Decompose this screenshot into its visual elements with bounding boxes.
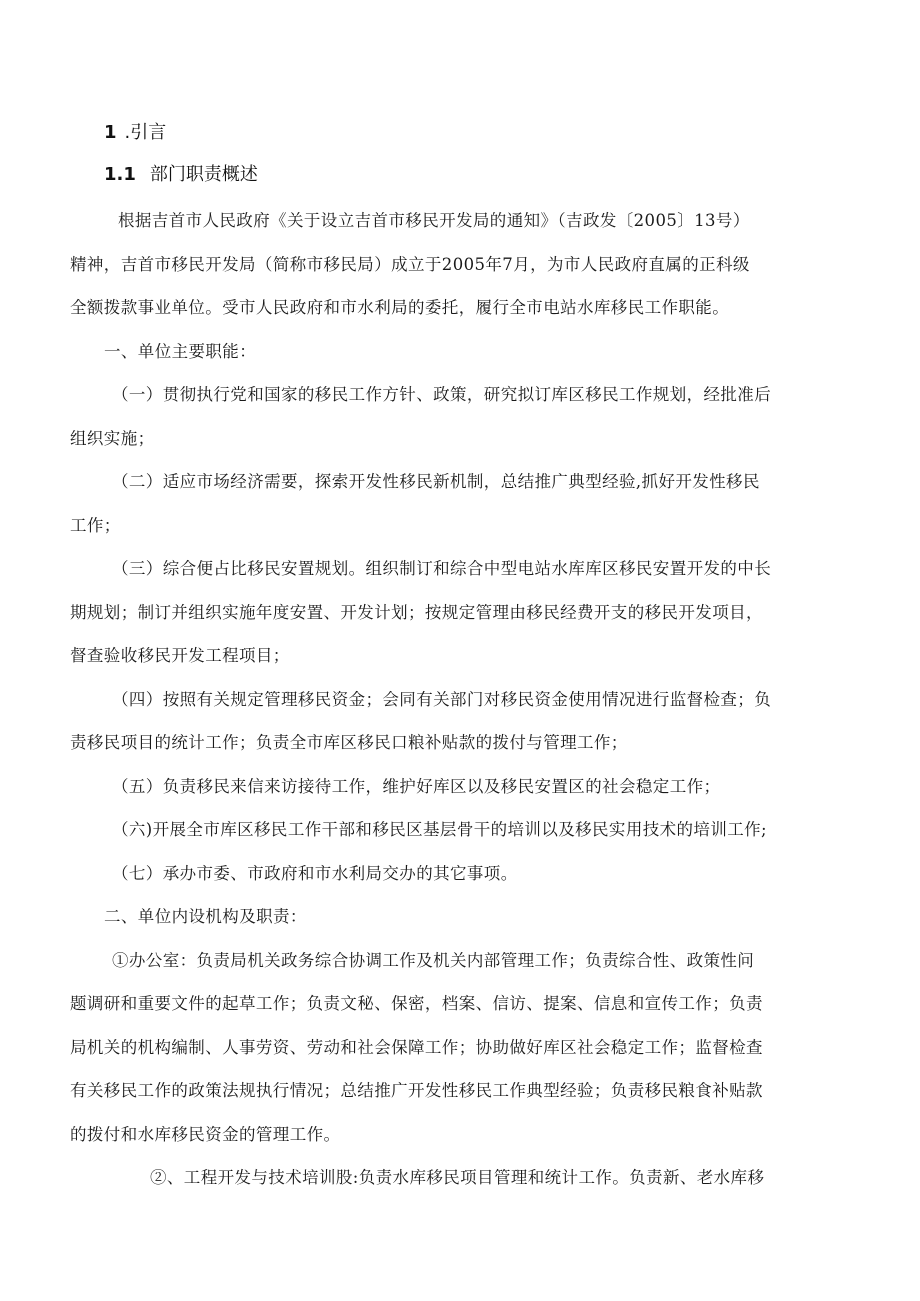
function-item-2-line-2: 工作； [70, 516, 121, 535]
function-item-7: （七）承办市委、市政府和市水利局交办的其它事项。 [112, 864, 518, 883]
function-item-4-line-1: （四）按照有关规定管理移民资金；会同有关部门对移民资金使用情况进行监督检查；负 [112, 690, 772, 709]
subsection-heading [104, 160, 258, 186]
function-item-3-line-1: （三）综合便占比移民安置规划。组织制订和综合中型电站水库库区移民安置开发的中长 [112, 559, 772, 578]
structure-heading: 二、单位内设机构及职责： [104, 907, 307, 926]
function-item-3-line-3: 督查验收移民开发工程项目； [70, 646, 290, 665]
function-item-2-line-1: （二）适应市场经济需要，探索开发性移民新机制，总结推广典型经验,抓好开发性移民 [112, 472, 760, 491]
office-duty-line-5: 的拨付和水库移民资金的管理工作。 [70, 1125, 341, 1144]
function-item-6: （六)开展全市库区移民工作干部和移民区基层骨干的培训以及移民实用技术的培训工作; [112, 820, 767, 839]
intro-line-1: 根据吉首市人民政府《关于设立吉首市移民开发局的通知》（吉政发〔2005〕13号） [118, 211, 750, 230]
office-duty-line-3: 局机关的机构编制、人事劳资、劳动和社会保障工作；协助做好库区社会稳定工作；监督检查 [70, 1038, 763, 1057]
section-heading [104, 118, 166, 144]
function-item-1-line-1: （一）贯彻执行党和国家的移民工作方针、政策，研究拟订库区移民工作规划，经批准后 [112, 385, 772, 404]
subsection-number: 1.1 [104, 164, 136, 185]
office-duty-line-1: ①办公室：负责局机关政务综合协调工作及机关内部管理工作；负责综合性、政策性问 [112, 951, 755, 970]
function-item-4-line-2: 责移民项目的统计工作；负责全市库区移民口粮补贴款的拨付与管理工作； [70, 733, 628, 752]
section-title: .引言 [124, 122, 167, 143]
intro-line-3: 全额拨款事业单位。受市人民政府和市水利局的委托，履行全市电站水库移民工作职能。 [70, 298, 730, 317]
function-item-3-line-2: 期规划；制订并组织实施年度安置、开发计划；按规定管理由移民经费开支的移民开发项目， [70, 603, 763, 622]
office-duty-line-2: 题调研和重要文件的起草工作；负责文秘、保密，档案、信访、提案、信息和宣传工作；负责 [70, 994, 763, 1013]
office-duty-line-4: 有关移民工作的政策法规执行情况；总结推广开发性移民工作典型经验；负责移民粮食补贴款 [70, 1081, 763, 1100]
functions-heading: 一、单位主要职能： [104, 342, 257, 361]
function-item-5: （五）负责移民来信来访接待工作，维护好库区以及移民安置区的社会稳定工作； [112, 777, 721, 796]
engineering-dept-line-1: ②、工程开发与技术培训股:负责水库移民项目管理和统计工作。负责新、老水库移 [150, 1168, 765, 1187]
section-number: 1 [104, 122, 117, 143]
function-item-1-line-2: 组织实施； [70, 429, 155, 448]
intro-line-2: 精神，吉首市移民开发局（简称市移民局）成立于2005年7月，为市人民政府直属的正科级 [70, 255, 750, 274]
subsection-title: 部门职责概述 [149, 164, 258, 185]
